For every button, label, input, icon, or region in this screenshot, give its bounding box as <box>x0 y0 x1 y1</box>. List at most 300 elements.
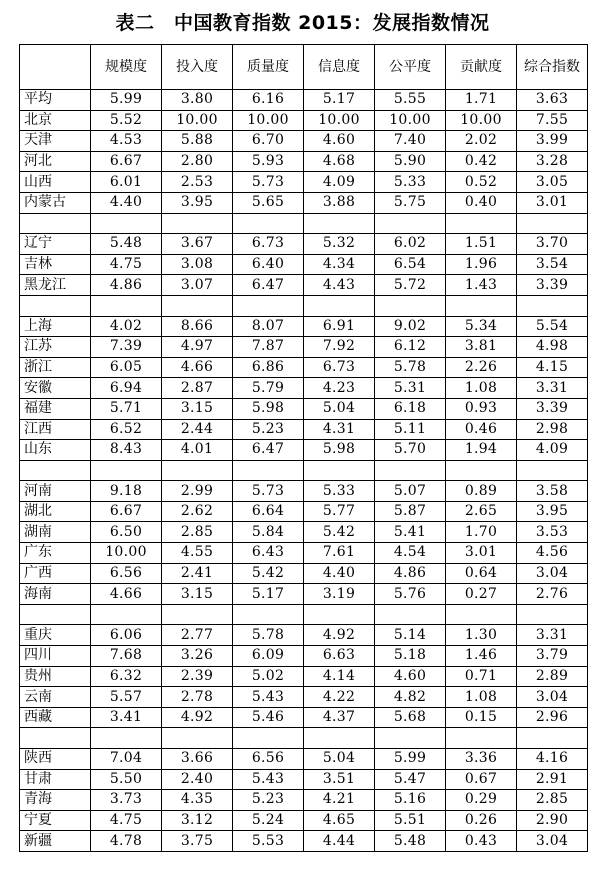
header-equity: 公平度 <box>375 45 446 90</box>
spacer-cell <box>304 728 375 749</box>
value-cell: 4.98 <box>517 337 588 358</box>
table-row <box>20 831 588 852</box>
table-spacer-row <box>20 295 588 316</box>
spacer-cell <box>446 604 517 625</box>
value-cell: 6.73 <box>304 357 375 378</box>
value-cell: 3.15 <box>162 584 233 605</box>
value-cell: 5.50 <box>91 769 162 790</box>
spacer-cell <box>162 213 233 234</box>
value-cell: 6.01 <box>91 172 162 193</box>
value-cell: 5.11 <box>375 419 446 440</box>
value-cell: 5.57 <box>91 687 162 708</box>
value-cell: 5.43 <box>233 769 304 790</box>
value-cell: 5.78 <box>233 625 304 646</box>
value-cell: 4.43 <box>304 275 375 296</box>
value-cell: 7.39 <box>91 337 162 358</box>
spacer-cell <box>162 728 233 749</box>
value-cell: 3.41 <box>91 707 162 728</box>
value-cell: 7.61 <box>304 543 375 564</box>
table-row <box>20 316 588 337</box>
value-cell: 2.26 <box>446 357 517 378</box>
table-body <box>20 90 588 852</box>
table-row <box>20 357 588 378</box>
value-cell: 5.48 <box>91 234 162 255</box>
table-row <box>20 172 588 193</box>
table-row <box>20 275 588 296</box>
value-cell: 4.40 <box>304 563 375 584</box>
value-cell: 3.67 <box>162 234 233 255</box>
value-cell: 5.17 <box>233 584 304 605</box>
spacer-cell <box>446 213 517 234</box>
value-cell: 3.95 <box>517 501 588 522</box>
value-cell: 3.39 <box>517 275 588 296</box>
spacer-cell <box>20 213 91 234</box>
value-cell: 2.53 <box>162 172 233 193</box>
value-cell: 5.79 <box>233 378 304 399</box>
value-cell: 0.67 <box>446 769 517 790</box>
table-row <box>20 522 588 543</box>
spacer-cell <box>233 213 304 234</box>
value-cell: 5.78 <box>375 357 446 378</box>
value-cell: 9.18 <box>91 481 162 502</box>
value-cell: 5.55 <box>375 90 446 111</box>
value-cell: 5.47 <box>375 769 446 790</box>
value-cell: 4.86 <box>91 275 162 296</box>
value-cell: 10.00 <box>233 110 304 131</box>
value-cell: 1.46 <box>446 646 517 667</box>
value-cell: 5.42 <box>304 522 375 543</box>
value-cell: 3.01 <box>446 543 517 564</box>
value-cell: 6.54 <box>375 254 446 275</box>
table-row <box>20 440 588 461</box>
value-cell: 2.85 <box>162 522 233 543</box>
region-name-cell: 陕西 <box>20 749 91 770</box>
value-cell: 5.54 <box>517 316 588 337</box>
region-name-cell: 广东 <box>20 543 91 564</box>
value-cell: 4.09 <box>517 440 588 461</box>
value-cell: 10.00 <box>375 110 446 131</box>
value-cell: 5.73 <box>233 481 304 502</box>
spacer-cell <box>446 295 517 316</box>
spacer-cell <box>233 295 304 316</box>
value-cell: 5.68 <box>375 707 446 728</box>
value-cell: 0.40 <box>446 192 517 213</box>
region-name-cell: 上海 <box>20 316 91 337</box>
value-cell: 5.07 <box>375 481 446 502</box>
region-name-cell: 河南 <box>20 481 91 502</box>
value-cell: 5.87 <box>375 501 446 522</box>
value-cell: 6.56 <box>233 749 304 770</box>
value-cell: 6.94 <box>91 378 162 399</box>
value-cell: 3.54 <box>517 254 588 275</box>
table-row <box>20 131 588 152</box>
region-name-cell: 广西 <box>20 563 91 584</box>
value-cell: 3.26 <box>162 646 233 667</box>
value-cell: 4.92 <box>304 625 375 646</box>
value-cell: 5.18 <box>375 646 446 667</box>
value-cell: 8.43 <box>91 440 162 461</box>
header-scale: 规模度 <box>91 45 162 90</box>
value-cell: 2.91 <box>517 769 588 790</box>
value-cell: 2.44 <box>162 419 233 440</box>
value-cell: 5.14 <box>375 625 446 646</box>
value-cell: 6.12 <box>375 337 446 358</box>
value-cell: 0.29 <box>446 790 517 811</box>
spacer-cell <box>517 213 588 234</box>
header-quality: 质量度 <box>233 45 304 90</box>
table-row <box>20 192 588 213</box>
spacer-cell <box>91 604 162 625</box>
table-row <box>20 810 588 831</box>
value-cell: 4.78 <box>91 831 162 852</box>
value-cell: 4.44 <box>304 831 375 852</box>
region-name-cell: 辽宁 <box>20 234 91 255</box>
value-cell: 4.66 <box>162 357 233 378</box>
table-row <box>20 687 588 708</box>
value-cell: 9.02 <box>375 316 446 337</box>
value-cell: 2.99 <box>162 481 233 502</box>
value-cell: 5.04 <box>304 749 375 770</box>
value-cell: 7.55 <box>517 110 588 131</box>
table-spacer-row <box>20 728 588 749</box>
region-name-cell: 新疆 <box>20 831 91 852</box>
value-cell: 4.31 <box>304 419 375 440</box>
value-cell: 6.05 <box>91 357 162 378</box>
value-cell: 0.43 <box>446 831 517 852</box>
value-cell: 4.02 <box>91 316 162 337</box>
value-cell: 5.48 <box>375 831 446 852</box>
value-cell: 5.43 <box>233 687 304 708</box>
value-cell: 0.42 <box>446 151 517 172</box>
spacer-cell <box>233 460 304 481</box>
value-cell: 0.46 <box>446 419 517 440</box>
value-cell: 4.56 <box>517 543 588 564</box>
value-cell: 3.73 <box>91 790 162 811</box>
value-cell: 2.98 <box>517 419 588 440</box>
spacer-cell <box>304 295 375 316</box>
value-cell: 4.37 <box>304 707 375 728</box>
value-cell: 0.27 <box>446 584 517 605</box>
table-row <box>20 625 588 646</box>
region-name-cell: 内蒙古 <box>20 192 91 213</box>
region-name-cell: 湖南 <box>20 522 91 543</box>
spacer-cell <box>517 295 588 316</box>
value-cell: 5.88 <box>162 131 233 152</box>
value-cell: 5.23 <box>233 419 304 440</box>
spacer-cell <box>304 460 375 481</box>
spacer-cell <box>91 460 162 481</box>
value-cell: 5.84 <box>233 522 304 543</box>
value-cell: 10.00 <box>304 110 375 131</box>
value-cell: 4.34 <box>304 254 375 275</box>
value-cell: 5.73 <box>233 172 304 193</box>
value-cell: 3.95 <box>162 192 233 213</box>
value-cell: 5.75 <box>375 192 446 213</box>
table-row <box>20 563 588 584</box>
value-cell: 2.78 <box>162 687 233 708</box>
value-cell: 3.04 <box>517 831 588 852</box>
value-cell: 1.08 <box>446 687 517 708</box>
value-cell: 5.76 <box>375 584 446 605</box>
value-cell: 6.63 <box>304 646 375 667</box>
value-cell: 2.89 <box>517 666 588 687</box>
spacer-cell <box>517 728 588 749</box>
value-cell: 6.67 <box>91 151 162 172</box>
value-cell: 4.35 <box>162 790 233 811</box>
value-cell: 3.80 <box>162 90 233 111</box>
value-cell: 4.55 <box>162 543 233 564</box>
value-cell: 5.93 <box>233 151 304 172</box>
table-row <box>20 337 588 358</box>
value-cell: 5.70 <box>375 440 446 461</box>
value-cell: 10.00 <box>162 110 233 131</box>
value-cell: 4.23 <box>304 378 375 399</box>
value-cell: 1.43 <box>446 275 517 296</box>
table-row <box>20 769 588 790</box>
value-cell: 2.65 <box>446 501 517 522</box>
region-name-cell: 北京 <box>20 110 91 131</box>
value-cell: 3.07 <box>162 275 233 296</box>
value-cell: 10.00 <box>446 110 517 131</box>
value-cell: 4.66 <box>91 584 162 605</box>
value-cell: 2.77 <box>162 625 233 646</box>
value-cell: 2.76 <box>517 584 588 605</box>
spacer-cell <box>304 604 375 625</box>
spacer-cell <box>20 728 91 749</box>
header-region <box>20 45 91 90</box>
value-cell: 7.68 <box>91 646 162 667</box>
value-cell: 0.26 <box>446 810 517 831</box>
region-name-cell: 海南 <box>20 584 91 605</box>
value-cell: 4.22 <box>304 687 375 708</box>
value-cell: 6.50 <box>91 522 162 543</box>
index-table <box>19 44 588 852</box>
table-row <box>20 749 588 770</box>
value-cell: 6.70 <box>233 131 304 152</box>
value-cell: 5.98 <box>233 398 304 419</box>
value-cell: 4.40 <box>91 192 162 213</box>
value-cell: 4.14 <box>304 666 375 687</box>
table-row <box>20 419 588 440</box>
value-cell: 4.60 <box>375 666 446 687</box>
value-cell: 4.86 <box>375 563 446 584</box>
value-cell: 6.52 <box>91 419 162 440</box>
value-cell: 3.79 <box>517 646 588 667</box>
value-cell: 5.99 <box>91 90 162 111</box>
region-name-cell: 湖北 <box>20 501 91 522</box>
value-cell: 3.63 <box>517 90 588 111</box>
value-cell: 6.02 <box>375 234 446 255</box>
value-cell: 7.04 <box>91 749 162 770</box>
value-cell: 5.46 <box>233 707 304 728</box>
value-cell: 4.65 <box>304 810 375 831</box>
spacer-cell <box>162 295 233 316</box>
value-cell: 0.64 <box>446 563 517 584</box>
region-name-cell: 甘肃 <box>20 769 91 790</box>
value-cell: 7.40 <box>375 131 446 152</box>
value-cell: 5.90 <box>375 151 446 172</box>
value-cell: 0.52 <box>446 172 517 193</box>
value-cell: 3.15 <box>162 398 233 419</box>
region-name-cell: 贵州 <box>20 666 91 687</box>
value-cell: 0.93 <box>446 398 517 419</box>
value-cell: 6.47 <box>233 275 304 296</box>
value-cell: 4.75 <box>91 810 162 831</box>
spacer-cell <box>304 213 375 234</box>
value-cell: 4.09 <box>304 172 375 193</box>
spacer-cell <box>233 728 304 749</box>
value-cell: 2.90 <box>517 810 588 831</box>
value-cell: 3.04 <box>517 563 588 584</box>
spacer-cell <box>91 728 162 749</box>
value-cell: 5.53 <box>233 831 304 852</box>
value-cell: 6.40 <box>233 254 304 275</box>
value-cell: 5.16 <box>375 790 446 811</box>
value-cell: 6.56 <box>91 563 162 584</box>
table-row <box>20 646 588 667</box>
value-cell: 8.07 <box>233 316 304 337</box>
table-row <box>20 666 588 687</box>
value-cell: 5.32 <box>304 234 375 255</box>
spacer-cell <box>375 295 446 316</box>
value-cell: 5.77 <box>304 501 375 522</box>
value-cell: 4.15 <box>517 357 588 378</box>
header-input: 投入度 <box>162 45 233 90</box>
value-cell: 6.18 <box>375 398 446 419</box>
spacer-cell <box>446 460 517 481</box>
table-row <box>20 398 588 419</box>
value-cell: 6.47 <box>233 440 304 461</box>
value-cell: 4.16 <box>517 749 588 770</box>
table-spacer-row <box>20 604 588 625</box>
table-row <box>20 151 588 172</box>
spacer-cell <box>91 213 162 234</box>
page-title: 表二 中国教育指数 2015：发展指数情况 <box>115 12 490 34</box>
table-row <box>20 584 588 605</box>
region-name-cell: 西藏 <box>20 707 91 728</box>
region-name-cell: 宁夏 <box>20 810 91 831</box>
region-name-cell: 安徽 <box>20 378 91 399</box>
value-cell: 2.87 <box>162 378 233 399</box>
table-spacer-row <box>20 213 588 234</box>
spacer-cell <box>20 295 91 316</box>
value-cell: 6.64 <box>233 501 304 522</box>
spacer-cell <box>91 295 162 316</box>
table-header-row <box>20 45 588 90</box>
value-cell: 6.86 <box>233 357 304 378</box>
value-cell: 0.89 <box>446 481 517 502</box>
value-cell: 3.08 <box>162 254 233 275</box>
value-cell: 3.81 <box>446 337 517 358</box>
value-cell: 3.31 <box>517 625 588 646</box>
region-name-cell: 黑龙江 <box>20 275 91 296</box>
value-cell: 5.41 <box>375 522 446 543</box>
value-cell: 5.52 <box>91 110 162 131</box>
value-cell: 5.72 <box>375 275 446 296</box>
region-name-cell: 青海 <box>20 790 91 811</box>
spacer-cell <box>517 604 588 625</box>
value-cell: 3.04 <box>517 687 588 708</box>
value-cell: 6.32 <box>91 666 162 687</box>
spacer-cell <box>162 460 233 481</box>
region-name-cell: 重庆 <box>20 625 91 646</box>
value-cell: 3.01 <box>517 192 588 213</box>
value-cell: 1.94 <box>446 440 517 461</box>
region-name-cell: 江西 <box>20 419 91 440</box>
region-name-cell: 河北 <box>20 151 91 172</box>
value-cell: 3.66 <box>162 749 233 770</box>
value-cell: 3.39 <box>517 398 588 419</box>
value-cell: 1.70 <box>446 522 517 543</box>
value-cell: 5.71 <box>91 398 162 419</box>
region-name-cell: 云南 <box>20 687 91 708</box>
value-cell: 5.99 <box>375 749 446 770</box>
value-cell: 6.43 <box>233 543 304 564</box>
value-cell: 4.01 <box>162 440 233 461</box>
value-cell: 3.28 <box>517 151 588 172</box>
value-cell: 2.96 <box>517 707 588 728</box>
value-cell: 4.60 <box>304 131 375 152</box>
region-name-cell: 浙江 <box>20 357 91 378</box>
value-cell: 2.80 <box>162 151 233 172</box>
value-cell: 4.82 <box>375 687 446 708</box>
value-cell: 5.42 <box>233 563 304 584</box>
spacer-cell <box>375 213 446 234</box>
table-row <box>20 543 588 564</box>
value-cell: 5.02 <box>233 666 304 687</box>
value-cell: 3.70 <box>517 234 588 255</box>
spacer-cell <box>162 604 233 625</box>
table-row <box>20 378 588 399</box>
value-cell: 5.23 <box>233 790 304 811</box>
table-row <box>20 110 588 131</box>
value-cell: 6.06 <box>91 625 162 646</box>
spacer-cell <box>446 728 517 749</box>
spacer-cell <box>375 460 446 481</box>
value-cell: 2.02 <box>446 131 517 152</box>
value-cell: 2.62 <box>162 501 233 522</box>
value-cell: 3.99 <box>517 131 588 152</box>
spacer-cell <box>233 604 304 625</box>
region-name-cell: 江苏 <box>20 337 91 358</box>
value-cell: 5.04 <box>304 398 375 419</box>
table-row <box>20 254 588 275</box>
spacer-cell <box>517 460 588 481</box>
value-cell: 5.24 <box>233 810 304 831</box>
value-cell: 3.36 <box>446 749 517 770</box>
value-cell: 7.87 <box>233 337 304 358</box>
header-composite-index: 综合指数 <box>517 45 588 90</box>
value-cell: 7.92 <box>304 337 375 358</box>
region-name-cell: 天津 <box>20 131 91 152</box>
value-cell: 4.75 <box>91 254 162 275</box>
spacer-cell <box>20 460 91 481</box>
value-cell: 4.97 <box>162 337 233 358</box>
value-cell: 5.65 <box>233 192 304 213</box>
spacer-cell <box>20 604 91 625</box>
value-cell: 6.67 <box>91 501 162 522</box>
value-cell: 3.19 <box>304 584 375 605</box>
value-cell: 10.00 <box>91 543 162 564</box>
value-cell: 8.66 <box>162 316 233 337</box>
value-cell: 1.51 <box>446 234 517 255</box>
table-row <box>20 501 588 522</box>
value-cell: 1.71 <box>446 90 517 111</box>
spacer-cell <box>375 728 446 749</box>
header-information: 信息度 <box>304 45 375 90</box>
value-cell: 4.21 <box>304 790 375 811</box>
value-cell: 5.51 <box>375 810 446 831</box>
